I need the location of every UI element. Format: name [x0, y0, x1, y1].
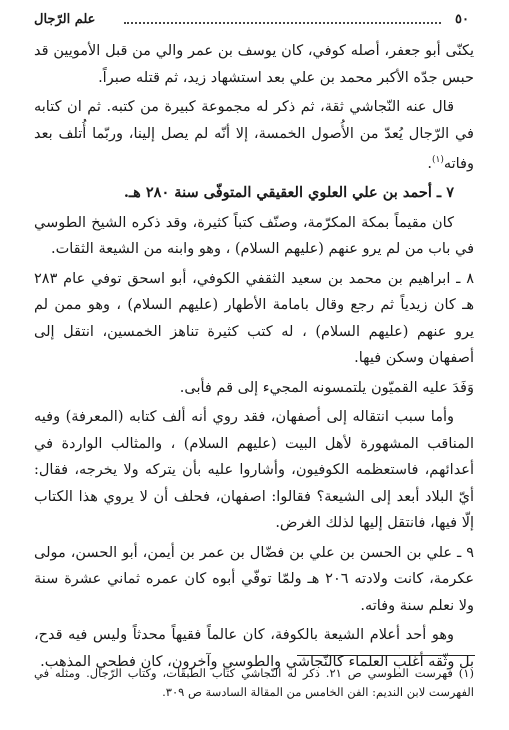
paragraph-last: وهو أحد أعلام الشيعة بالكوفة، كان عالماً فقيهاً محدثاً وليس فيه قدح، بل وثّقه أغلب العلماء كالنّجاشي والطوسي وآخرون، كان فطحي المذهب.: [34, 627, 474, 670]
paragraph-1: يكنّى أبو جعفر، أصله كوفي، كان يوسف بن عمر والي من قبل الأمويين قد حبس جدّه الأكبر محمد بن علي بعد استشهاد زيد، ثم قتله صبراً.: [34, 43, 474, 86]
paragraph-2-text: قال عنه النّجاشي ثقة، ثم ذكر له مجموعة كبيرة من كتبه. ثم ان كتابه في الرّجال يُعدّ من الأُصول الخمسة، إلا أنّه لم يصل إلينا، وربّما أُتلف بعد وفاته: [34, 99, 474, 172]
paragraph-entry-8: ٨ ـ ابراهيم بن محمد بن سعيد الثقفي الكوفي، أبو اسحق توفي عام ٢٨٣ هـ كان زيدياً ثم رجع وقال بامامة الأطهار (عليهم السلام) ، وهو ممن لم يرو عنهم (عليهم السلام) ، له كتب كثيرة تناهز الخمسين، انتقل إلى أصفهان وسكن فيها.: [34, 270, 474, 367]
footnote-separator: [297, 655, 475, 656]
paragraph-isfahan: وأما سبب انتقاله إلى أصفهان، فقد روي أنه ألف كتابه (المعرفة) وفيه المناقب المشهورة لأهل البيت (عليهم السلام) ، والمثالب الواردة في أعدائهم، فاستعظمه الكوفيون، وأشاروا عليه بأن يتركه ولا يخرجه، فقال: أيّ البلاد أبعد إلى الشيعة؟ فقالوا: اصفهان، فحلف أن لا يروي هذا الكتاب إلّا فيها، فانتقل إليها لذلك الغرض.: [34, 409, 474, 532]
paragraph-entry-9: ٩ ـ علي بن الحسن بن علي بن فضّال بن عمر بن أيمن، أبو الحسن، مولى عكرمة، كانت ولادته ٢٠٦ هـ ولمّا توفّي أبوه كان عمره ثماني عشرة سنة ولا نعلم سنة وفاته.: [34, 544, 474, 614]
header-dotted-leader: [124, 22, 441, 24]
paragraph-qummis: وَفَدَ عليه القميّون يلتمسونه المجيء إلى قم فأبى.: [179, 379, 474, 396]
running-title: علم الرّجال: [34, 12, 96, 27]
page-header: [34, 10, 469, 32]
footnote: (١) فهرست الطوسي ص ٢١. ذكر له النّجاشي كتاب الطبقات، وكتاب الرّجال. ومثله في الفهرست لابن النديم: الفن الخامس من المقالة السادسة ص ٣٠٩.: [34, 666, 474, 699]
footnote-marker: (١): [431, 155, 444, 165]
page-number: ٥٠: [455, 12, 469, 27]
paragraph-entry-7: كان مقيماً بمكة المكرّمة، وصنّف كتباً كثيرة، وقد ذكره الشيخ الطوسي في باب من لم يرو عنهم (عليهم السلام) ، وهو وابنه من الشيعة الثقات.: [34, 214, 474, 258]
paragraph-2: قال عنه النّجاشي ثقة، ثم ذكر له مجموعة كبيرة من كتبه. ثم ان كتابه في الرّجال يُعدّ من الأُصول الخمسة، إلا أنّه لم يصل إلينا، وربّما أُتلف بعد وفاته$^{(١)}$.: [34, 99, 474, 172]
entry-7-heading: ٧ ـ أحمد بن علي العلوي العقيقي المتوفّى سنة ٢٨٠ هـ.: [123, 184, 454, 202]
page-body: [34, 38, 474, 678]
